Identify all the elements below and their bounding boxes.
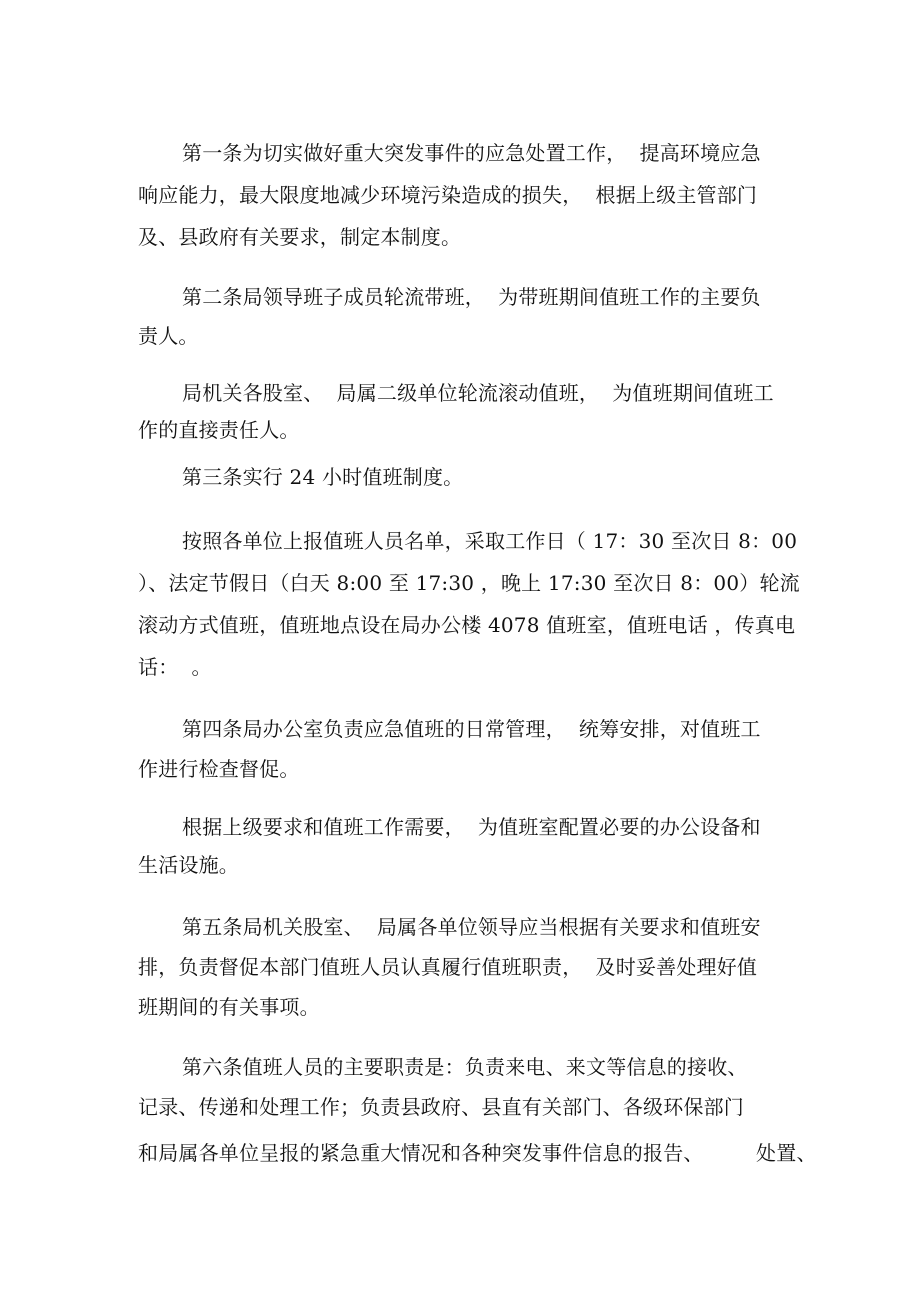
text-line: 第一条为切实做好重大突发事件的应急处置工作， 提高环境应急 bbox=[182, 141, 761, 165]
text-line: 第六条值班人员的主要职责是：负责来电、来文等信息的接收、 bbox=[182, 1055, 748, 1079]
text-line: 第四条局办公室负责应急值班的日常管理， 统筹安排，对值班工 bbox=[182, 717, 761, 741]
text-line: 响应能力，最大限度地减少环境污染造成的损失， 根据上级主管部门 bbox=[138, 183, 758, 207]
text-line: 记录、传递和处理工作；负责县政府、县直有关部门、各级环保部门 bbox=[138, 1095, 744, 1119]
text-line: 责人。 bbox=[138, 324, 199, 348]
text-line: 根据上级要求和值班工作需要， 为值班室配置必要的办公设备和 bbox=[182, 815, 761, 839]
text-line: 第五条局机关股室、 局属各单位领导应当根据有关要求和值班安 bbox=[182, 915, 761, 939]
text-line: 第三条实行 24 小时值班制度。 bbox=[182, 465, 464, 489]
text-line: 和局属各单位呈报的紧急重大情况和各种突发事件信息的报告、 处置、 bbox=[138, 1141, 817, 1165]
text-line: 滚动方式值班，值班地点设在局办公楼 4078 值班室，值班电话 ，传真电 bbox=[138, 613, 796, 637]
text-line: 班期间的有关事项。 bbox=[138, 995, 320, 1019]
text-line: 话： 。 bbox=[138, 655, 212, 679]
text-line: 作进行检查督促。 bbox=[138, 757, 300, 781]
text-line: 第二条局领导班子成员轮流带班， 为带班期间值班工作的主要负 bbox=[182, 285, 761, 309]
text-line: 排，负责督促本部门值班人员认真履行值班职责， 及时妥善处理好值 bbox=[138, 955, 758, 979]
text-line: 及、县政府有关要求，制定本制度。 bbox=[138, 225, 462, 249]
text-line: 生活设施。 bbox=[138, 853, 239, 877]
text-line: ）、法定节假日（白天 8:00 至 17:30 ，晚上 17:30 至次日 8：00）轮流 bbox=[138, 571, 800, 595]
text-line: 按照各单位上报值班人员名单，采取工作日（ 17：30 至次日 8：00 bbox=[182, 529, 798, 553]
text-line: 作的直接责任人。 bbox=[138, 418, 300, 442]
text-line: 局机关各股室、 局属二级单位轮流滚动值班， 为值班期间值班工 bbox=[182, 381, 774, 405]
